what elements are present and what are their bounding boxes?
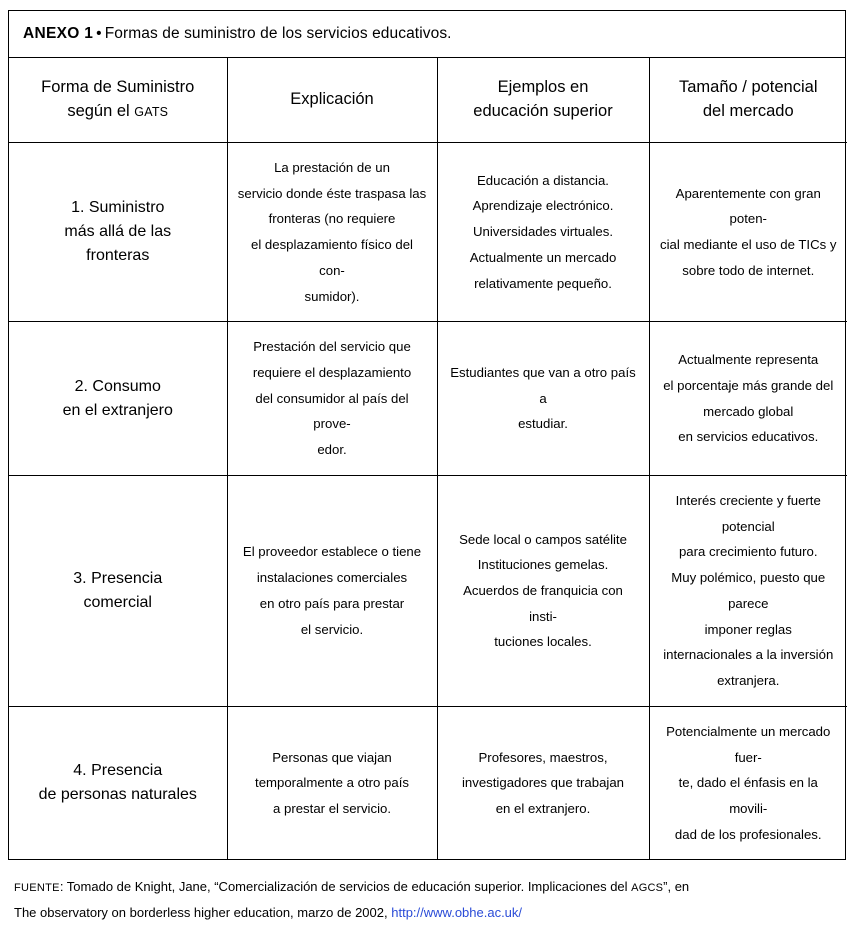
source-note [8,874,846,925]
cell-mercado: Aparentemente con gran poten- cial mediante el uso de TICs y sobre todo de internet. [649,142,847,321]
table-header-row [9,58,847,142]
cell-modo: 2. Consumo en el extranjero [9,322,227,476]
cell-mercado: Potencialmente un mercado fuer- te, dado el énfasis en la movili- dad de los profesionales. [666,723,831,842]
source-label: FUENTE [14,882,60,895]
supply-modes-table [9,58,847,859]
anexo-header [9,11,845,58]
anexo-title: Formas de suministro de los servicios educativos. [104,25,452,42]
source-acronym: AGCS [631,882,664,895]
column-header-ejemplos-line1: Ejemplos en [497,78,589,96]
source-text-after: ”, en [663,879,690,895]
cell-explicacion: La prestación de un servicio donde éste traspasa las fronteras (no requiere el desplazamiento físico del con- sumidor). [227,142,437,321]
table-body [9,142,847,859]
cell-ejemplos: Educación a distancia. Aprendizaje electrónico. Universidades virtuales. Actualmente un mercado relativamente pequeño. [437,142,649,321]
source-line-2 [14,900,846,925]
table-row [9,706,847,859]
anexo-bullet: • [96,25,102,42]
table-row [9,322,847,476]
column-header-forma-line1: Forma de Suministro [41,78,195,96]
source-url-link[interactable]: http://www.obhe.ac.uk/ [391,904,523,920]
source-line2-text: The observatory on borderless higher education, marzo de 2002, [14,904,392,920]
anexo-table-container [8,10,846,860]
cell-mercado: Actualmente representa el porcentaje más grande del mercado global en servicios educativos. [649,322,847,476]
cell-mercado: Interés creciente y fuerte potencial para crecimiento futuro. Muy polémico, puesto que parece imponer reglas internacionales a la inversión extranjera. [649,475,847,706]
column-header-mercado-line1: Tamaño / potencial [678,78,818,96]
source-text-before: : Tomado de Knight, Jane, “Comercialización de servicios de educación superior. Implicaciones del [59,879,632,895]
column-header-explicacion [227,58,437,142]
table-head [9,58,847,142]
cell-ejemplos: Sede local o campos satélite Instituciones gemelas. Acuerdos de franquicia con insti- tuciones locales. [437,475,649,706]
cell-modo: 1. Suministro más allá de las fronteras [9,142,227,321]
document-page [0,10,854,927]
anexo-label: ANEXO 1 [23,25,94,42]
cell-explicacion: El proveedor establece o tiene instalaciones comerciales en otro país para prestar el servicio. [227,475,437,706]
column-header-explicacion-line1: Explicación [290,89,374,108]
cell-explicacion: Personas que viajan temporalmente a otro país a prestar el servicio. [227,706,437,859]
cell-modo: 4. Presencia de personas naturales [9,706,227,859]
cell-modo: 3. Presencia comercial [9,475,227,706]
cell-ejemplos: Estudiantes que van a otro país a estudiar. [437,322,649,476]
column-header-mercado-line2: del mercado [702,101,794,120]
table-row [9,475,847,706]
cell-explicacion: Prestación del servicio que requiere el desplazamiento del consumidor al país del prove- edor. [227,322,437,476]
column-header-forma-gats: GATS [134,104,169,119]
source-line-1 [14,874,846,899]
column-header-forma-line2 [19,100,217,124]
column-header-ejemplos [437,58,649,142]
table-row [9,142,847,321]
column-header-forma [9,58,227,142]
column-header-mercado [649,58,847,142]
column-header-forma-line2-text: según el [67,101,135,120]
cell-ejemplos: Profesores, maestros, investigadores que trabajan en el extranjero. [437,706,649,859]
column-header-ejemplos-line2: educación superior [473,101,613,120]
